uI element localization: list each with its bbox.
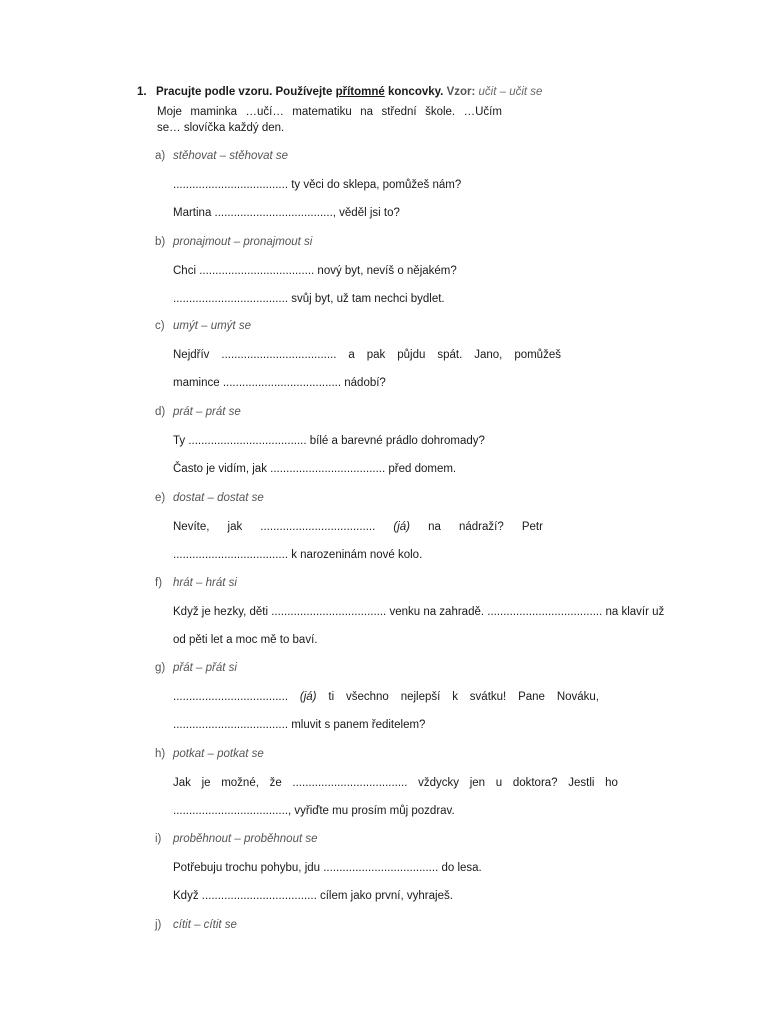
exercise-sentence-2: od pěti let a moc mě to baví. [173,634,318,646]
verb-pair: hrát – hrát si [173,577,237,589]
exercise-letter: a) [155,150,166,162]
exercise-sentence-2: .................................... svůj byt, už tam nechci bydlet. [173,293,445,305]
sentence-word: Jestli [568,777,595,789]
sentence-word: u [495,777,503,789]
exercise-sentence-1: Potřebuju trochu pohybu, jdu .................................... do lesa. [173,862,482,874]
sentence-word: Nejdřív [173,349,210,361]
sentence-word: Jano, [474,349,503,361]
instruction-part1: Pracujte podle vzoru. Používejte [156,86,336,98]
exercise-letter: b) [155,236,166,248]
sentence-word: k [452,691,458,703]
example-word: na [360,106,373,118]
exercise-letter: g) [155,662,166,674]
sentence-word: nejlepší [400,691,441,703]
sentence-word: .................................... [173,691,289,703]
exercise-label [155,662,237,674]
exercise-sentence-1 [173,777,618,789]
exercise-heading [137,86,542,98]
sentence-word: pomůžeš [514,349,561,361]
sentence-word: možné, [221,777,259,789]
sentence-word: všechno [345,691,389,703]
exercise-sentence-1: Když je hezky, děti .................................... venku na zahradě. .................................... na klavír už [173,606,665,618]
sentence-word: .................................... [260,521,376,533]
exercise-number: 1. [137,86,147,98]
verb-pair: dostat – dostat se [173,492,264,504]
exercise-label [155,320,251,332]
sentence-word: Petr [521,521,543,533]
verb-pair: potkat – potkat se [173,748,264,760]
example-line-1 [157,104,502,120]
example-line-2: se… slovíčka každý den. [157,122,285,134]
example-word: …učí… [245,106,284,118]
instruction-underlined: přítomné [335,86,385,98]
exercise-sentence-2: Často je vidím, jak .................................... před domem. [173,463,457,475]
exercise-label [155,492,264,504]
exercise-sentence-2: mamince ..................................... nádobí? [173,377,386,389]
sentence-word: a [348,349,355,361]
exercise-letter: d) [155,406,166,418]
sentence-word: Jak [173,777,191,789]
exercise-sentence-1: Ty ..................................... bílé a barevné prádlo dohromady? [173,435,485,447]
sentence-word: (já) [393,521,411,533]
sentence-word: ti [328,691,335,703]
exercise-sentence-2: Martina ....................................., věděl jsi to? [173,207,400,219]
sentence-word: doktora? [512,777,558,789]
sentence-word: Pane [518,691,545,703]
exercise-letter: h) [155,748,166,760]
sentence-word: na [428,521,441,533]
exercise-label [155,919,237,931]
verb-pair: pronajmout – pronajmout si [173,236,313,248]
sentence-word: pak [366,349,386,361]
exercise-sentence-1: .................................... ty věci do sklepa, pomůžeš nám? [173,179,462,191]
verb-pair: přát – přát si [173,662,237,674]
sentence-word: (já) [299,691,317,703]
example-word: střední [381,106,417,118]
sentence-word: jak [227,521,243,533]
sentence-word: svátku! [469,691,507,703]
verb-pair: proběhnout – proběhnout se [173,833,318,845]
exercise-sentence-2: Když .................................... cílem jako první, vyhraješ. [173,890,453,902]
sentence-word: půjdu [397,349,426,361]
example-word: Moje [157,106,182,118]
sentence-word: .................................... [292,777,408,789]
verb-pair: stěhovat – stěhovat se [173,150,289,162]
exercise-sentence-2: .................................... mluvit s panem ředitelem? [173,719,426,731]
exercise-letter: e) [155,492,166,504]
sentence-word: ho [605,777,618,789]
exercise-letter: j) [155,919,162,931]
sentence-word: spát. [437,349,463,361]
example-word: matematiku [292,106,352,118]
example-word: maminka [190,106,238,118]
exercise-label [155,236,312,248]
verb-pair: umýt – umýt se [173,320,251,332]
exercise-label [155,577,237,589]
exercise-sentence-2: .................................... k narozeninám nové kolo. [173,549,423,561]
sentence-word: vždycky [418,777,460,789]
sentence-word: Nováku, [556,691,599,703]
sentence-word: nádraží? [458,521,504,533]
example-word: …Učím [463,106,502,118]
vzor-label: Vzor: [446,86,476,98]
vzor-example: učit – učit se [478,86,543,98]
sentence-word: jen [469,777,486,789]
exercise-sentence-1 [173,349,561,361]
exercise-label [155,748,264,760]
exercise-sentence-1 [173,521,543,533]
sentence-word: .................................... [221,349,337,361]
instruction-part2: koncovky. [384,86,447,98]
example-sentence [157,104,502,136]
verb-pair: prát – prát se [173,406,241,418]
exercise-label [155,406,241,418]
exercise-sentence-1 [173,691,599,703]
exercise-letter: c) [155,320,165,332]
exercise-letter: i) [155,833,162,845]
exercise-sentence-1: Chci .................................... nový byt, nevíš o nějakém? [173,265,457,277]
sentence-word: že [269,777,282,789]
exercise-letter: f) [155,577,163,589]
sentence-word: Nevíte, [173,521,210,533]
exercise-sentence-2: ...................................., vyřiďte mu prosím můj pozdrav. [173,805,455,817]
sentence-word: je [201,777,211,789]
example-word: škole. [425,106,456,118]
exercise-label [155,150,288,162]
exercise-label [155,833,318,845]
verb-pair: cítit – cítit se [173,919,237,931]
